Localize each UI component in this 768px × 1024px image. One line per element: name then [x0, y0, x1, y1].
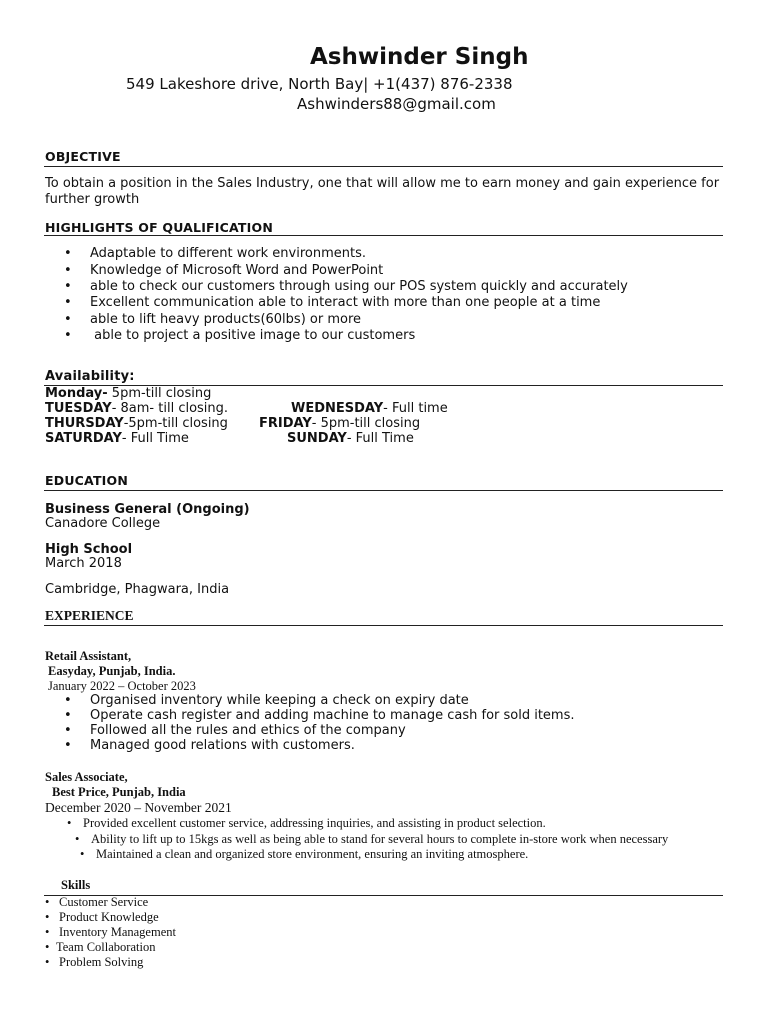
experience-divider	[44, 625, 723, 626]
day-hours: - Full Time	[346, 431, 414, 446]
highlights-heading: HIGHLIGHTS OF QUALIFICATION	[45, 220, 273, 235]
day-label: WEDNESDAY	[291, 401, 384, 416]
day-label: THURSDAY	[45, 416, 124, 431]
highlights-divider	[44, 235, 723, 236]
objective-heading: OBJECTIVE	[45, 149, 121, 164]
bullet-icon: •	[75, 832, 80, 846]
bullet-icon: •	[80, 847, 85, 861]
job-company: Best Price, Punjab, India	[52, 785, 186, 799]
education-location: Cambridge, Phagwara, India	[45, 582, 230, 597]
list-item: Organised inventory while keeping a check on expiry date	[90, 693, 469, 708]
list-item: Managed good relations with customers.	[90, 738, 355, 753]
skill-item: Product Knowledge	[59, 910, 159, 924]
job-dates: January 2022 – October 2023	[48, 679, 196, 693]
day-hours: - 5pm-till closing	[311, 416, 421, 431]
bullet-icon: •	[64, 693, 72, 708]
job-title: Sales Associate,	[45, 770, 128, 784]
bullet-icon: •	[64, 246, 72, 261]
list-item: Ability to lift up to 15kgs as well as being able to stand for several hours to complete in-store work when necessary	[91, 832, 669, 846]
day-label: FRIDAY	[259, 416, 312, 431]
availability-monday	[45, 386, 211, 401]
bullet-icon: •	[45, 955, 50, 969]
list-item: Provided excellent customer service, addressing inquiries, and assisting in product selection.	[83, 816, 546, 830]
bullet-icon: •	[64, 279, 72, 294]
bullet-icon: •	[45, 895, 50, 909]
list-item: Followed all the rules and ethics of the company	[90, 723, 406, 738]
availability-wednesday	[291, 401, 448, 416]
skills-heading: Skills	[61, 878, 91, 892]
bullet-icon: •	[64, 263, 72, 278]
day-hours: -5pm-till closing	[123, 416, 228, 431]
list-item: Operate cash register and adding machine to manage cash for sold items.	[90, 708, 575, 723]
address-line: 549 Lakeshore drive, North Bay| +1(437) 876-2338	[126, 75, 513, 93]
availability-tuesday	[45, 401, 228, 416]
job-company: Easyday, Punjab, India.	[48, 664, 176, 678]
availability-saturday	[45, 431, 189, 446]
day-label: SUNDAY	[287, 431, 347, 446]
day-hours: - Full Time	[121, 431, 189, 446]
bullet-icon: •	[64, 312, 72, 327]
bullet-icon: •	[45, 925, 50, 939]
objective-text-line-2: further growth	[45, 192, 140, 207]
bullet-icon: •	[45, 910, 50, 924]
bullet-icon: •	[64, 328, 72, 343]
bullet-icon: •	[64, 708, 72, 723]
day-hours: - Full time	[383, 401, 448, 416]
list-item: Maintained a clean and organized store environment, ensuring an inviting atmosphere.	[96, 847, 529, 861]
skill-item: Problem Solving	[59, 955, 144, 969]
day-hours: 5pm-till closing	[107, 386, 212, 401]
day-hours: - 8am- till closing.	[111, 401, 229, 416]
bullet-icon: •	[67, 816, 72, 830]
bullet-icon: •	[64, 295, 72, 310]
bullet-icon: •	[64, 723, 72, 738]
skill-item: Inventory Management	[59, 925, 176, 939]
education-heading: EDUCATION	[45, 473, 129, 488]
list-item: able to project a positive image to our customers	[90, 328, 416, 343]
bullet-icon: •	[64, 738, 72, 753]
applicant-name: Ashwinder Singh	[310, 44, 529, 70]
job-dates: December 2020 – November 2021	[45, 800, 232, 815]
day-label: Monday-	[45, 386, 108, 401]
skill-item: Customer Service	[59, 895, 149, 909]
skill-item: Team Collaboration	[56, 940, 156, 954]
availability-sunday	[287, 431, 414, 446]
list-item: Excellent communication able to interact with more than one people at a time	[90, 295, 601, 310]
day-label: SATURDAY	[45, 431, 122, 446]
experience-heading: EXPERIENCE	[45, 608, 134, 623]
objective-divider	[44, 166, 723, 167]
education-date: March 2018	[45, 556, 122, 571]
list-item: able to lift heavy products(60lbs) or more	[90, 312, 362, 327]
list-item: able to check our customers through using our POS system quickly and accurately	[90, 279, 628, 294]
education-program: Business General (Ongoing)	[45, 502, 250, 517]
job-title: Retail Assistant,	[45, 649, 132, 663]
education-divider	[44, 490, 723, 491]
objective-text-line-1: To obtain a position in the Sales Industry, one that will allow me to earn money and gain experience for	[45, 176, 720, 191]
education-program: High School	[45, 542, 133, 557]
email-address: Ashwinders88@gmail.com	[297, 95, 496, 113]
list-item: Adaptable to different work environments.	[90, 246, 367, 261]
availability-heading: Availability:	[45, 369, 135, 384]
education-school: Canadore College	[45, 516, 161, 531]
day-label: TUESDAY	[45, 401, 112, 416]
availability-friday	[259, 416, 420, 431]
availability-thursday	[45, 416, 228, 431]
list-item: Knowledge of Microsoft Word and PowerPoint	[90, 263, 384, 278]
bullet-icon: •	[45, 940, 50, 954]
